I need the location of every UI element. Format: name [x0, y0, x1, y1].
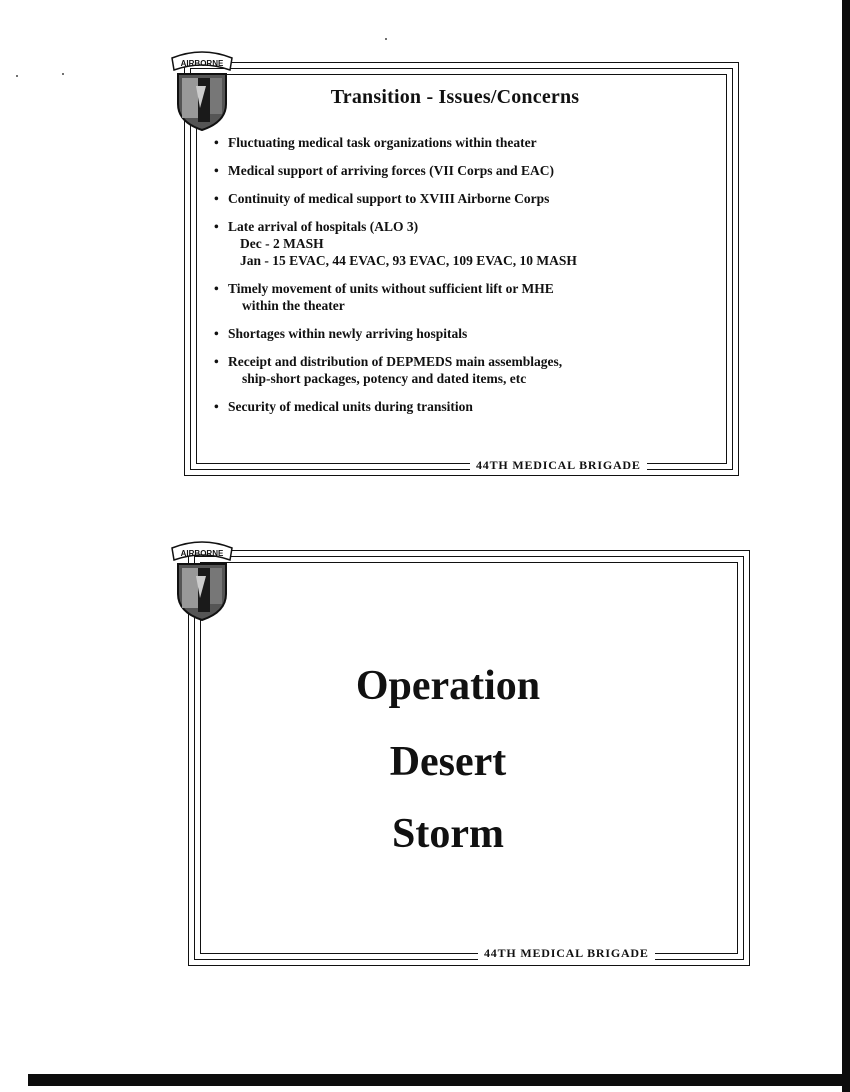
bullet-subline: within the theater [242, 298, 345, 313]
bullet-item: • Fluctuating medical task organizations within theater [214, 134, 734, 151]
bullet-item: • Shortages within newly arriving hospitals [214, 325, 734, 342]
svg-text:AIRBORNE: AIRBORNE [180, 59, 224, 68]
bullet-subline: Dec - 2 MASH [240, 236, 324, 251]
scan-speck [16, 75, 18, 77]
slide-operation-desert-storm [160, 538, 760, 968]
slide-title-line: Desert [389, 739, 507, 785]
bullet-subline: ship-short packages, potency and dated items, etc [242, 371, 527, 386]
scan-speck [62, 73, 64, 75]
bullet-subline: Jan - 15 EVAC, 44 EVAC, 93 EVAC, 109 EVAC, 10 MASH [240, 253, 577, 268]
bullet-item: • Late arrival of hospitals (ALO 3) Dec - 2 MASH Jan - 15 EVAC, 44 EVAC, 93 EVAC, 109 EVAC, 10 MASH [214, 218, 734, 269]
airborne-emblem-icon [166, 538, 238, 622]
page-edge-right [842, 0, 850, 1092]
bullet-item: • Security of medical units during transition [214, 398, 734, 415]
bullet-list [214, 134, 734, 426]
slide-title-line: Operation [355, 663, 541, 709]
bullet-item: • Receipt and distribution of DEPMEDS main assemblages, ship-short packages, potency and dated items, etc [214, 353, 734, 387]
slide-title-line: Storm [392, 811, 504, 857]
slide-footer: 44TH MEDICAL BRIGADE [470, 458, 647, 473]
page-edge-bottom [28, 1074, 850, 1086]
svg-text:AIRBORNE: AIRBORNE [180, 549, 224, 558]
bullet-item: • Medical support of arriving forces (VII Corps and EAC) [214, 162, 734, 179]
slide-footer: 44TH MEDICAL BRIGADE [478, 946, 655, 961]
slide-transition-issues [160, 48, 750, 488]
scan-speck [385, 38, 387, 40]
bullet-item: • Timely movement of units without sufficient lift or MHE within the theater [214, 280, 734, 314]
slide-title: Transition - Issues/Concerns [330, 86, 580, 108]
bullet-item: • Continuity of medical support to XVIII Airborne Corps [214, 190, 734, 207]
